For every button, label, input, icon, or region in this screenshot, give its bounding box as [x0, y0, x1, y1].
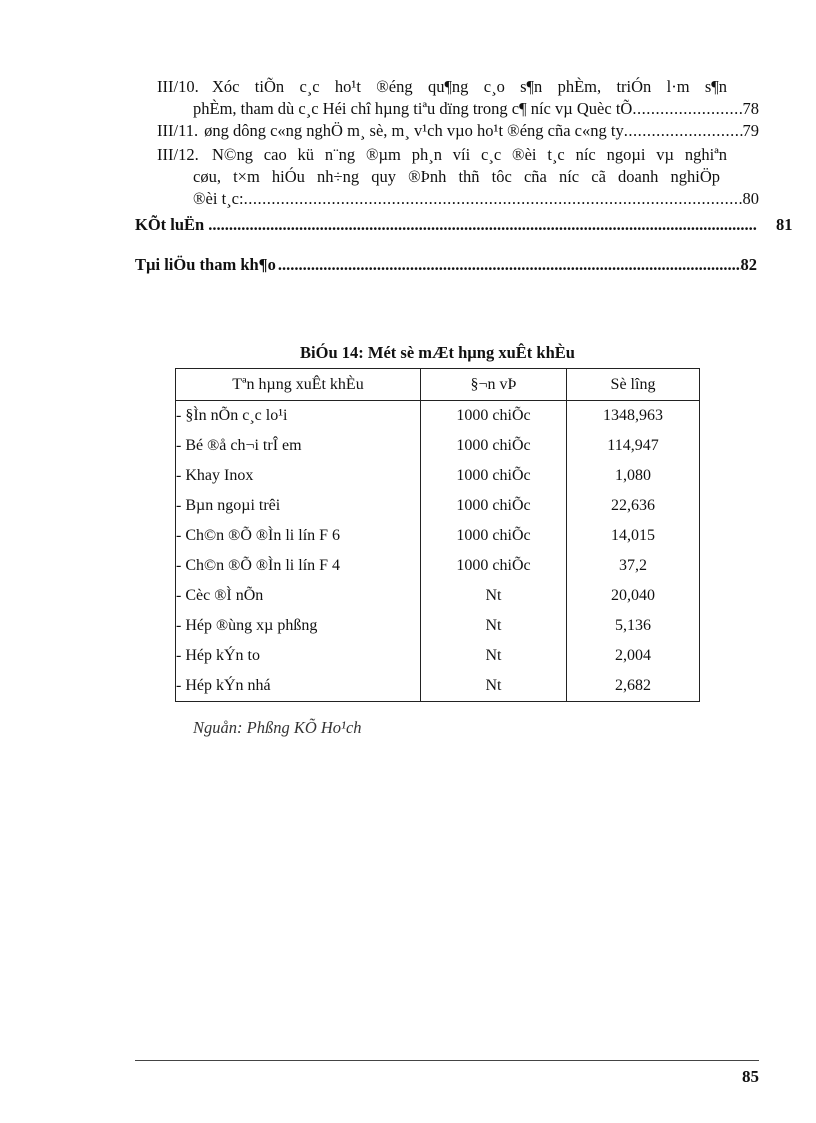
footer-divider	[135, 1060, 759, 1061]
toc-item-12-line2: cøu, t×m hiÓu nh÷ng quy ®Þnh thñ tôc cña níc cã doanh nghiÖp	[193, 167, 720, 186]
toc-item-10-line1: Xóc tiÕn c¸c ho¹t ®éng qu¶ng c¸o s¶n phÈm, triÓn l·m s¶n	[212, 77, 727, 96]
toc-item-10-line2	[193, 99, 759, 121]
table-row	[176, 431, 700, 461]
leader-dots	[208, 215, 757, 235]
cell-unit: Nt	[421, 671, 567, 702]
cell-unit: Nt	[421, 581, 567, 611]
cell-name: - Khay Inox	[176, 461, 421, 491]
toc-item-11-page: 79	[742, 121, 759, 140]
cell-unit: 1000 chiÕc	[421, 551, 567, 581]
toc-item-10-text: phÈm, tham dù c¸c Héi chî hµng tiªu dïng trong c¶ níc vµ Quèc tÕ	[193, 99, 633, 118]
table-row	[176, 401, 700, 432]
table-row	[176, 491, 700, 521]
table-row	[176, 611, 700, 641]
cell-qty: 1348,963	[567, 401, 700, 432]
cell-unit: Nt	[421, 611, 567, 641]
toc-item-12-line3	[193, 189, 759, 211]
toc-references	[135, 255, 757, 277]
cell-qty: 20,040	[567, 581, 700, 611]
cell-name: - §Ìn nÕn c¸c lo¹i	[176, 401, 421, 432]
cell-qty: 14,015	[567, 521, 700, 551]
header-unit: §¬n vÞ	[421, 369, 567, 401]
toc-item-11-text: øng dông c«ng nghÖ m¸ sè, m¸ v¹ch vµo ho¹t ®éng cña c«ng ty	[204, 121, 624, 140]
leader-dots	[244, 189, 743, 209]
header-quantity: Sè lîng	[567, 369, 700, 401]
toc-references-page: 82	[740, 255, 757, 274]
table-row	[176, 461, 700, 491]
toc-item-11-number: III/11.	[157, 121, 199, 140]
table-row	[176, 671, 700, 702]
cell-name: - Hép kÝn nhá	[176, 671, 421, 702]
cell-qty: 22,636	[567, 491, 700, 521]
cell-qty: 5,136	[567, 611, 700, 641]
cell-unit: 1000 chiÕc	[421, 401, 567, 432]
cell-name: - Ch©n ®Õ ®Ìn li lín F 6	[176, 521, 421, 551]
table-row	[176, 521, 700, 551]
table-title: BiÓu 14: Mét sè mÆt hµng xuÊt khÈu	[300, 343, 575, 362]
leader-dots	[632, 99, 742, 119]
toc-item-12-line1: N©ng cao kü n¨ng ®µm ph¸n víi c¸c ®èi t¸c níc ngoµi vµ nghiªn	[212, 145, 727, 164]
cell-unit: 1000 chiÕc	[421, 431, 567, 461]
cell-qty: 2,682	[567, 671, 700, 702]
cell-unit: 1000 chiÕc	[421, 491, 567, 521]
cell-qty: 37,2	[567, 551, 700, 581]
leader-dots	[278, 255, 741, 275]
toc-references-label: Tµi liÖu tham kh¶o	[135, 255, 276, 274]
cell-unit: 1000 chiÕc	[421, 521, 567, 551]
cell-unit: Nt	[421, 641, 567, 671]
toc-item-10-page: 78	[742, 99, 759, 118]
cell-name: - Cèc ®Ì nÕn	[176, 581, 421, 611]
toc-item-10-number: III/10.	[157, 77, 199, 96]
cell-name: - Bµn ngoµi trêi	[176, 491, 421, 521]
cell-unit: 1000 chiÕc	[421, 461, 567, 491]
table-row	[176, 641, 700, 671]
toc-conclusion	[135, 215, 757, 237]
cell-name: - Bé ®å ch¬i trÎ em	[176, 431, 421, 461]
leader-dots	[624, 121, 743, 141]
header-product-name: Tªn hµng xuÊt khÈu	[176, 369, 421, 401]
toc-conclusion-label: KÕt luËn	[135, 215, 205, 234]
export-products-table	[175, 368, 700, 702]
table-header-row	[176, 369, 700, 401]
table-source: Nguån: Phßng KÕ Ho¹ch	[193, 718, 362, 737]
toc-item-12-page: 80	[742, 189, 759, 208]
table-row	[176, 581, 700, 611]
table-row	[176, 551, 700, 581]
toc-item-11	[157, 121, 759, 143]
page-number: 85	[742, 1067, 759, 1086]
cell-name: - Ch©n ®Õ ®Ìn li lín F 4	[176, 551, 421, 581]
cell-name: - Hép kÝn to	[176, 641, 421, 671]
cell-qty: 2,004	[567, 641, 700, 671]
toc-conclusion-page: 81	[776, 215, 793, 234]
table-body	[176, 401, 700, 702]
cell-name: - Hép ®ùng xµ phßng	[176, 611, 421, 641]
toc-item-12-number: III/12.	[157, 145, 199, 164]
cell-qty: 114,947	[567, 431, 700, 461]
cell-qty: 1,080	[567, 461, 700, 491]
toc-item-12-text: ®èi t¸c:	[193, 189, 244, 208]
